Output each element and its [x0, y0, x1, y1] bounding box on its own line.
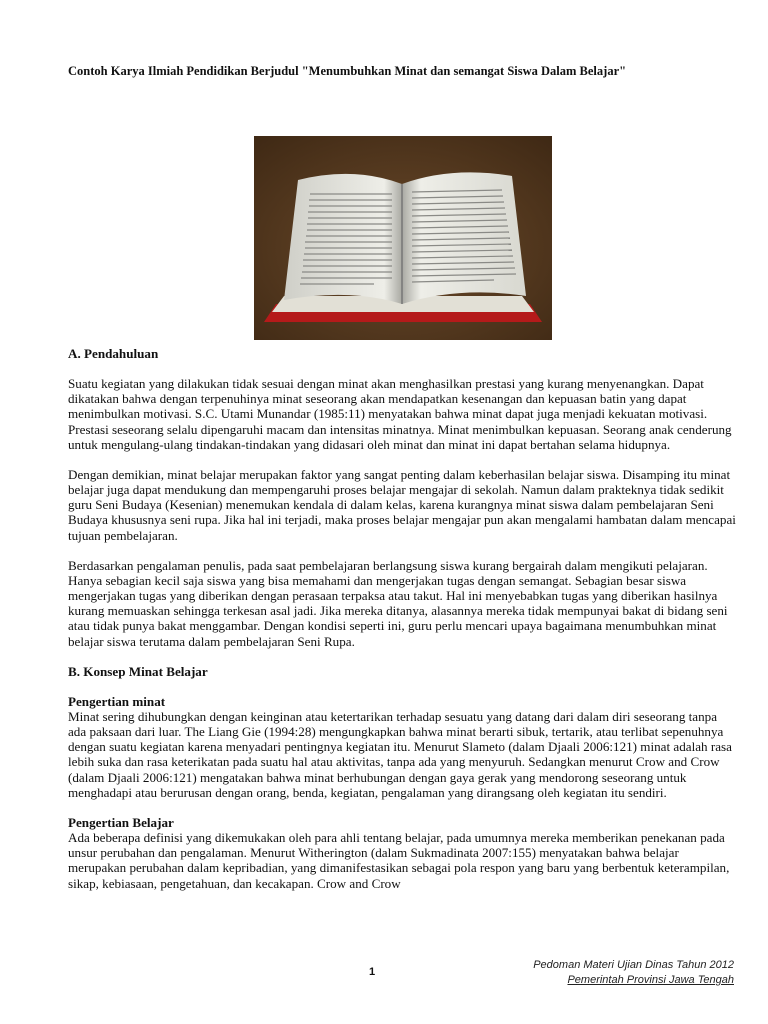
page-footer — [533, 958, 734, 988]
section-heading-konsep-minat: B. Konsep Minat Belajar — [68, 663, 208, 679]
paragraph: Suatu kegiatan yang dilakukan tidak sesuai dengan minat akan menghasilkan prestasi yang kurang menyenangkan. Dapat dikatakan bahwa dengan terpenuhinya minat seseorang akan mendapatkan kesenangan dan kepuasan batin yang dapat menimbulkan motivasi. S.C. Utami Munandar (1985:11) menyatakan bahwa minat dapat juga menjadi kekuatan motivasi. Prestasi seseorang selalu dipengaruhi macam dan intensitas minatnya. Minat menimbulkan kepuasan. Seorang anak cenderung untuk mengulang-ulang tindakan-tindakan yang didasari oleh minat dan minat ini dapat bertahan selama hidupnya. — [68, 376, 732, 452]
subheading-pengertian-belajar: Pengertian Belajar — [68, 814, 174, 830]
footer-line-1: Pedoman Materi Ujian Dinas Tahun 2012 — [533, 959, 734, 971]
document-body — [68, 346, 736, 891]
subheading-pengertian-minat: Pengertian minat — [68, 693, 166, 709]
page-number: 1 — [369, 966, 376, 978]
open-book-photo — [254, 136, 552, 340]
document-title: Contoh Karya Ilmiah Pendidikan Berjudul "Menumbuhkan Minat dan semangat Siswa Dalam Belajar" — [68, 64, 627, 78]
section-heading-pendahuluan: A. Pendahuluan — [68, 346, 159, 361]
paragraph: Berdasarkan pengalaman penulis, pada saat pembelajaran berlangsung siswa kurang bergairah dalam mengikuti pelajaran. Hanya sebagian kecil saja siswa yang bisa memahami dan mengerjakan tugas dengan semangat. Sebagian besar siswa mengerjakan tugas yang diberikan dengan perasaan terpaksa atau takut. Hal ini menyebabkan tugas yang diberikan hasilnya kurang memuaskan sehingga terkesan asal jadi. Jika mereka ditanya, alasannya mereka tidak mempunyai bakat di bidang seni atau tidak punya bakat menggambar. Dengan kondisi seperti ini, guru perlu mencari upaya bagaimana menumbuhkan minat belajar siswa terutama dalam pembelajaran Seni Rupa. — [68, 557, 728, 649]
paragraph: Ada beberapa definisi yang dikemukakan oleh para ahli tentang belajar, pada umumnya mereka memberikan penekanan pada unsur perubahan dan pengalaman. Menurut Witherington (dalam Sukmadinata 2007:155) menyatakan bahwa belajar merupakan perubahan dalam kepribadian, yang dimanifestasikan sebagai pola respon yang baru yang berbentuk keterampilan, sikap, kebiasaan, pengetahuan, dan kecakapan. Crow and Crow — [68, 830, 730, 891]
paragraph: Dengan demikian, minat belajar merupakan faktor yang sangat penting dalam keberhasilan belajar siswa. Disamping itu minat belajar juga dapat mendukung dan mempengaruhi proses belajar mengajar di sekolah. Namun dalam prakteknya tidak sedikit guru Seni Budaya (Kesenian) menemukan kendala di dalam kelas, karena kurangnya minat siswa dalam pembelajaran Seni Budaya khususnya seni rupa. Jika hal ini terjadi, maka proses belajar mengajar pun akan mengalami hambatan dalam mencapai tujuan pembelajaran. — [68, 466, 736, 543]
paragraph: Minat sering dihubungkan dengan keinginan atau ketertarikan terhadap sesuatu yang datang dari dalam diri seseorang tanpa ada paksaan dari luar. The Liang Gie (1994:28) mengungkapkan bahwa minat berarti sibuk, tertarik, atau terlibat sepenuhnya dengan suatu kegiatan karena menyadari pentingnya kegiatan itu. Menurut Slameto (dalam Djaali 2006:121) minat adalah rasa lebih suka dan rasa keterikatan pada suatu hal atau aktivitas, tanpa ada yang menyuruh. Sedangkan menurut Crow and Crow (dalam Djaali 2006:121) mengatakan bahwa minat berhubungan dengan gaya gerak yang mendorong seseorang untuk menghadapi atau berurusan dengan orang, benda, kegiatan, pengalaman yang dirangsang oleh kegiatan itu sendiri. — [68, 708, 732, 800]
footer-line-2: Pemerintah Provinsi Jawa Tengah — [567, 974, 734, 986]
